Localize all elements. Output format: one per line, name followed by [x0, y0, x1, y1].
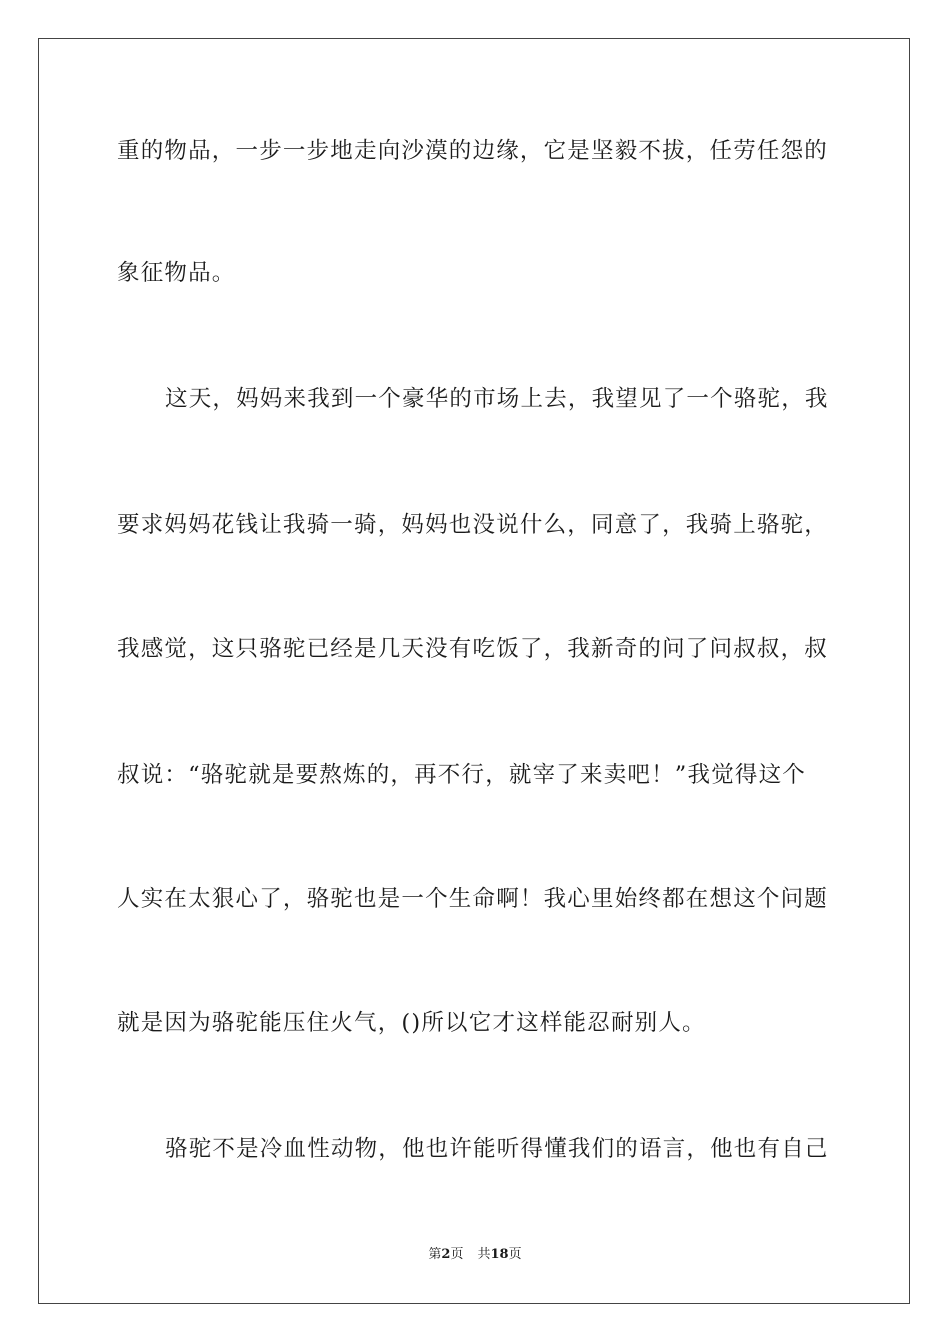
body-line-7: 人实在太狠心了，骆驼也是一个生命啊！我心里始终都在想这个问题 — [117, 886, 829, 912]
body-line-5: 我感觉，这只骆驼已经是几天没有吃饭了，我新奇的问了问叔叔，叔 — [117, 636, 829, 662]
footer-page-prefix: 第 — [428, 1247, 442, 1262]
body-line-4: 要求妈妈花钱让我骑一骑，妈妈也没说什么，同意了，我骑上骆驼， — [117, 512, 829, 538]
body-line-1: 重的物品，一步一步地走向沙漠的边缘，它是坚毅不拔，任劳任怨的 — [117, 138, 829, 164]
footer-total-prefix: 共 — [477, 1247, 491, 1262]
footer-page-number: 2 — [441, 1247, 451, 1262]
footer-page-suffix: 页 — [450, 1247, 464, 1262]
paragraph-start-line-9: 骆驼不是冷血性动物，他也许能听得懂我们的语言，他也有自己 — [165, 1136, 829, 1162]
footer-total-pages: 18 — [490, 1247, 509, 1262]
body-line-6: 叔说：“骆驼就是要熬炼的，再不行，就宰了来卖吧！”我觉得这个 — [117, 762, 807, 788]
page-footer — [0, 1246, 950, 1264]
body-line-2: 象征物品。 — [117, 260, 236, 286]
page-border — [38, 38, 910, 1304]
paragraph-start-line-3: 这天，妈妈来我到一个豪华的市场上去，我望见了一个骆驼，我 — [165, 386, 829, 412]
footer-total-suffix: 页 — [508, 1247, 522, 1262]
body-line-8: 就是因为骆驼能压住火气，()所以它才这样能忍耐别人。 — [117, 1010, 706, 1036]
